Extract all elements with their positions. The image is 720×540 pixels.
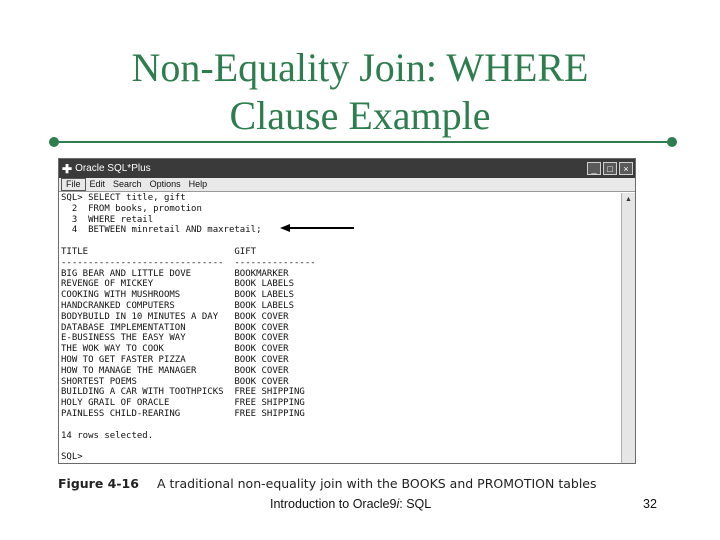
divider-dot-right [667, 137, 677, 147]
console-line [61, 441, 621, 452]
figure-caption [58, 476, 658, 491]
footer-suffix: : SQL [399, 497, 432, 511]
menu-search[interactable]: Search [113, 179, 142, 189]
oracle-icon: ✚ [62, 161, 73, 176]
slide-title-line1: Non-Equality Join: WHERE [131, 45, 589, 90]
slide-title-line2: Clause Example [229, 93, 491, 138]
console-line: BUILDING A CAR WITH TOOTHPICKS FREE SHIPPING [61, 387, 305, 398]
menu-edit[interactable]: Edit [89, 179, 106, 189]
window-titlebar[interactable] [59, 159, 635, 178]
console-line [61, 420, 621, 431]
figure-caption-text: A traditional non-equality join with the BOOKS and PROMOTION tables [156, 476, 597, 491]
divider-dot-left [49, 137, 59, 147]
menu-options[interactable]: Options [149, 179, 181, 189]
sqlplus-window [58, 158, 636, 464]
window-title: Oracle SQL*Plus [75, 163, 151, 174]
maximize-button[interactable]: □ [603, 162, 617, 175]
console-line: THE WOK WAY TO COOK BOOK COVER [61, 344, 289, 355]
console-line: SHORTEST POEMS BOOK COVER [61, 376, 289, 387]
figure-label: Figure 4-16 [58, 476, 139, 491]
slide-footer [270, 497, 431, 511]
title-divider [54, 141, 672, 143]
console-line: E-BUSINESS THE EASY WAY BOOK COVER [61, 333, 289, 344]
footer-italic: i [396, 497, 400, 511]
close-button[interactable]: × [619, 162, 633, 175]
sqlplus-console[interactable] [61, 193, 621, 463]
minimize-button[interactable]: _ [587, 162, 601, 175]
console-line: TITLE GIFT [61, 246, 257, 257]
console-line: COOKING WITH MUSHROOMS BOOK LABELS [61, 290, 294, 301]
console-line: HOLY GRAIL OF ORACLE FREE SHIPPING [61, 398, 305, 409]
page-number: 32 [643, 497, 657, 511]
menu-bar [59, 178, 635, 192]
console-line: 2 FROM books, promotion [61, 203, 202, 214]
vertical-scrollbar[interactable] [621, 193, 635, 463]
console-line: 3 WHERE retail [61, 214, 154, 225]
window-controls [587, 162, 635, 175]
menu-file[interactable]: File [61, 178, 86, 191]
console-line: 4 BETWEEN minretail AND maxretail; [61, 225, 262, 236]
console-line: BODYBUILD IN 10 MINUTES A DAY BOOK COVER [61, 311, 289, 322]
console-line: HOW TO MANAGE THE MANAGER BOOK COVER [61, 365, 289, 376]
scroll-up-icon[interactable]: ▲ [625, 195, 632, 203]
console-line: BIG BEAR AND LITTLE DOVE BOOKMARKER [61, 268, 289, 279]
annotation-arrow-icon [280, 223, 356, 233]
console-line: DATABASE IMPLEMENTATION BOOK COVER [61, 322, 289, 333]
console-line: PAINLESS CHILD-REARING FREE SHIPPING [61, 408, 305, 419]
console-line: HANDCRANKED COMPUTERS BOOK LABELS [61, 300, 294, 311]
console-line: HOW TO GET FASTER PIZZA BOOK COVER [61, 354, 289, 365]
slide-title [60, 44, 660, 140]
footer-prefix: Introduction to Oracle9 [270, 497, 397, 511]
console-line: SQL> SELECT title, gift [61, 193, 186, 203]
console-line [61, 236, 621, 247]
console-line: ------------------------------ --------------- [61, 257, 316, 268]
menu-help[interactable]: Help [188, 179, 208, 189]
console-line: SQL> [61, 452, 83, 463]
console-line: 14 rows selected. [61, 430, 154, 441]
console-line: REVENGE OF MICKEY BOOK LABELS [61, 279, 294, 290]
